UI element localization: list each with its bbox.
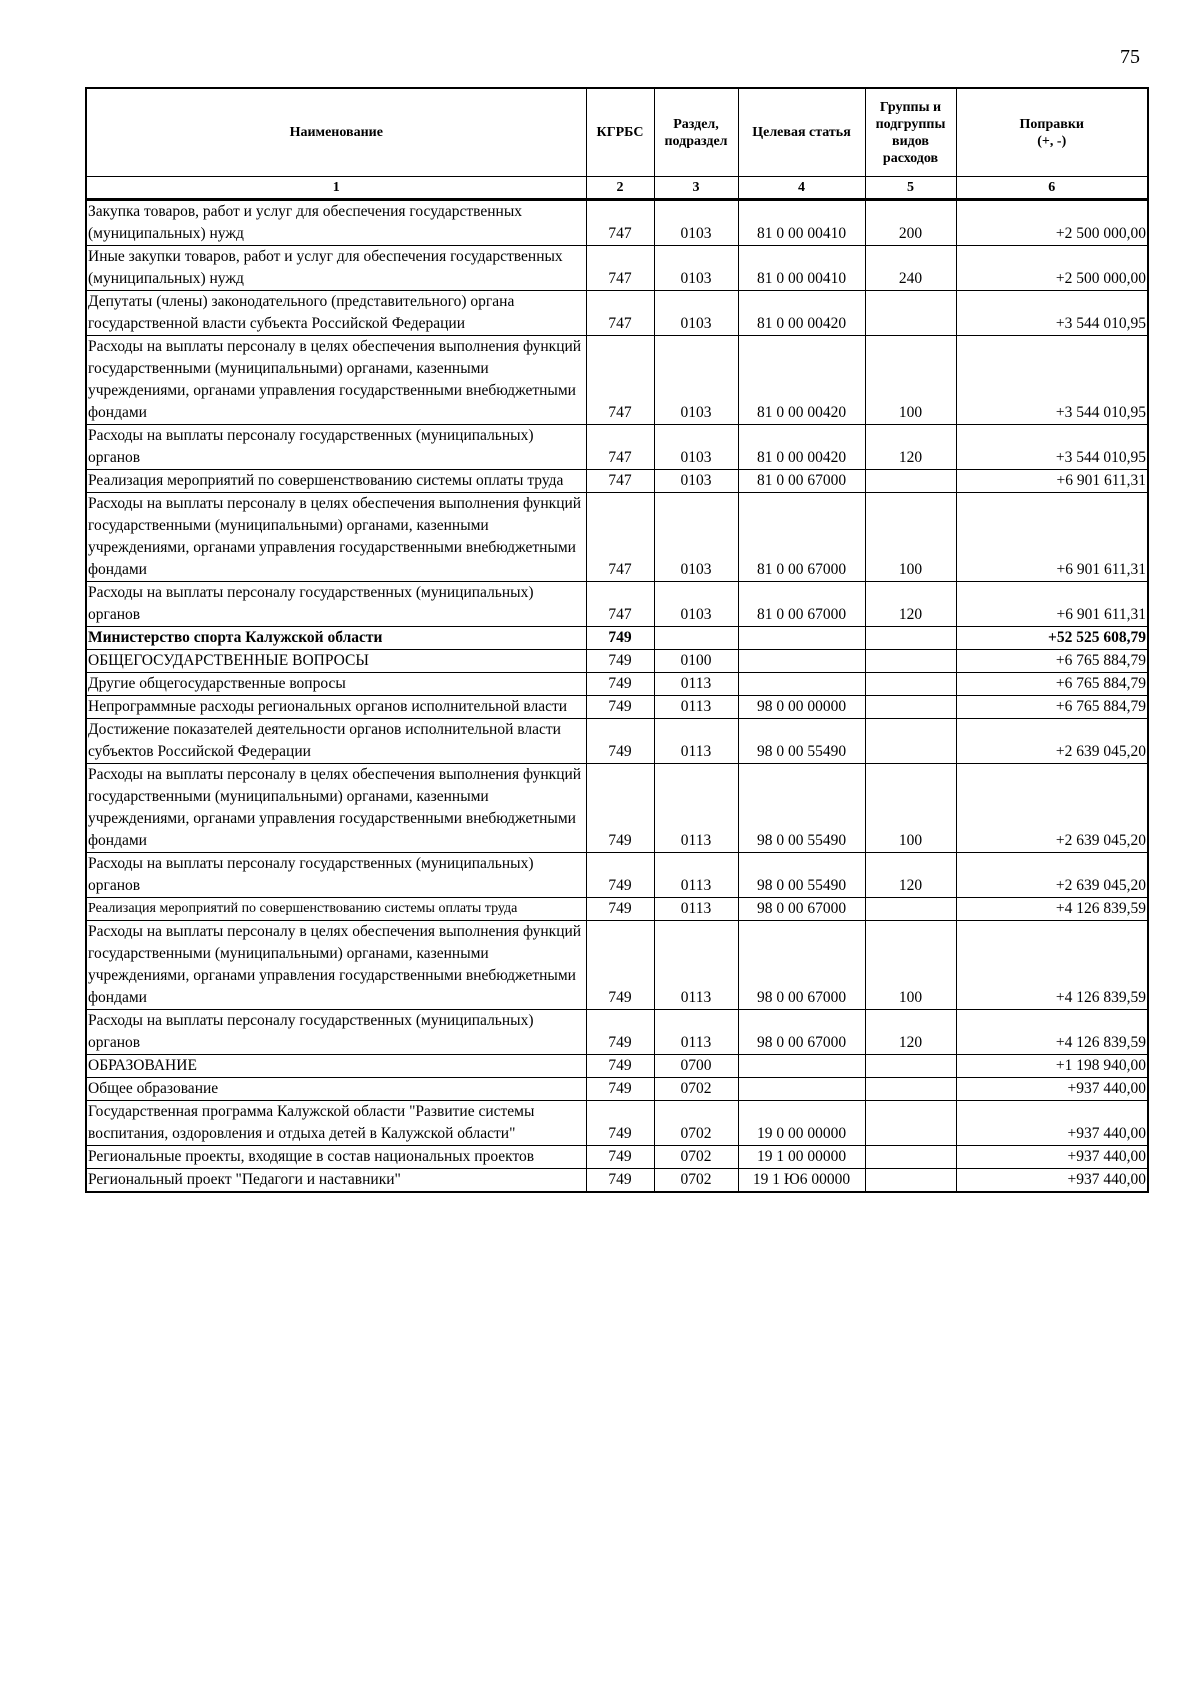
row-section: 0113 xyxy=(654,696,738,719)
header-target: Целевая статья xyxy=(738,88,865,177)
table-row xyxy=(86,1169,1148,1193)
row-kgrbs: 747 xyxy=(586,470,654,493)
row-target-article: 81 0 00 00420 xyxy=(738,336,865,425)
row-name: Другие общегосударственные вопросы xyxy=(86,673,586,696)
row-kgrbs: 749 xyxy=(586,764,654,853)
row-target-article xyxy=(738,627,865,650)
table-row xyxy=(86,853,1148,898)
row-amount: +4 126 839,59 xyxy=(956,1010,1148,1055)
row-kgrbs: 749 xyxy=(586,1169,654,1193)
table-row xyxy=(86,898,1148,921)
row-target-article: 81 0 00 67000 xyxy=(738,493,865,582)
header-groups xyxy=(865,88,956,177)
row-section: 0103 xyxy=(654,336,738,425)
row-section: 0702 xyxy=(654,1078,738,1101)
row-name: Министерство спорта Калужской области xyxy=(86,627,586,650)
page-number: 75 xyxy=(1120,46,1140,68)
row-expense-group: 100 xyxy=(865,764,956,853)
row-section: 0113 xyxy=(654,921,738,1010)
row-kgrbs: 749 xyxy=(586,1146,654,1169)
row-expense-group xyxy=(865,1169,956,1193)
row-expense-group: 120 xyxy=(865,425,956,470)
row-section: 0113 xyxy=(654,1010,738,1055)
header-groups-line-4: расходов xyxy=(882,150,939,166)
header-amendments xyxy=(956,88,1148,177)
column-number-row xyxy=(86,177,1148,200)
row-target-article: 81 0 00 00410 xyxy=(738,200,865,246)
row-amount: +3 544 010,95 xyxy=(956,291,1148,336)
row-expense-group xyxy=(865,627,956,650)
row-amount: +52 525 608,79 xyxy=(956,627,1148,650)
row-amount: +6 765 884,79 xyxy=(956,673,1148,696)
row-expense-group: 120 xyxy=(865,582,956,627)
row-section: 0103 xyxy=(654,582,738,627)
row-target-article: 98 0 00 55490 xyxy=(738,719,865,764)
row-expense-group xyxy=(865,1101,956,1146)
row-target-article: 98 0 00 55490 xyxy=(738,764,865,853)
row-expense-group: 200 xyxy=(865,200,956,246)
row-expense-group: 100 xyxy=(865,921,956,1010)
table-row xyxy=(86,336,1148,425)
row-target-article: 98 0 00 67000 xyxy=(738,1010,865,1055)
table-row xyxy=(86,673,1148,696)
row-amount: +6 901 611,31 xyxy=(956,470,1148,493)
table-row xyxy=(86,291,1148,336)
row-target-article: 19 1 Ю6 00000 xyxy=(738,1169,865,1193)
row-section: 0103 xyxy=(654,246,738,291)
row-expense-group xyxy=(865,696,956,719)
row-section: 0103 xyxy=(654,200,738,246)
row-section: 0113 xyxy=(654,719,738,764)
row-target-article: 81 0 00 67000 xyxy=(738,470,865,493)
row-name: ОБРАЗОВАНИЕ xyxy=(86,1055,586,1078)
row-amount: +4 126 839,59 xyxy=(956,898,1148,921)
row-section: 0113 xyxy=(654,764,738,853)
header-amendments-line-2: (+, -) xyxy=(1037,133,1067,149)
row-expense-group xyxy=(865,470,956,493)
table-row xyxy=(86,650,1148,673)
row-target-article: 81 0 00 67000 xyxy=(738,582,865,627)
row-expense-group: 240 xyxy=(865,246,956,291)
row-target-article: 81 0 00 00420 xyxy=(738,291,865,336)
row-target-article xyxy=(738,1055,865,1078)
row-target-article: 81 0 00 00420 xyxy=(738,425,865,470)
row-kgrbs: 749 xyxy=(586,1101,654,1146)
table-row xyxy=(86,1055,1148,1078)
row-target-article xyxy=(738,673,865,696)
row-section: 0103 xyxy=(654,291,738,336)
row-kgrbs: 749 xyxy=(586,650,654,673)
row-amount: +2 500 000,00 xyxy=(956,200,1148,246)
row-amount: +4 126 839,59 xyxy=(956,921,1148,1010)
row-section: 0702 xyxy=(654,1101,738,1146)
row-name: Расходы на выплаты персоналу в целях обеспечения выполнения функций государственными (муниципальными) органами, казенными учреждениями, органами управления государственными внебюджетными фондами xyxy=(86,336,586,425)
column-number: 2 xyxy=(586,177,654,200)
header-section-line-2: подраздел xyxy=(664,133,728,149)
row-kgrbs: 747 xyxy=(586,246,654,291)
table-row xyxy=(86,764,1148,853)
row-kgrbs: 749 xyxy=(586,1055,654,1078)
table-header-row xyxy=(86,88,1148,177)
row-target-article: 98 0 00 00000 xyxy=(738,696,865,719)
row-name: Расходы на выплаты персоналу государственных (муниципальных) органов xyxy=(86,582,586,627)
header-section-line-1: Раздел, xyxy=(673,116,719,132)
row-kgrbs: 747 xyxy=(586,582,654,627)
row-amount: +6 901 611,31 xyxy=(956,493,1148,582)
header-name: Наименование xyxy=(86,88,586,177)
row-amount: +2 639 045,20 xyxy=(956,853,1148,898)
row-section: 0103 xyxy=(654,470,738,493)
row-name: Депутаты (члены) законодательного (представительного) органа государственной власти субъекта Российской Федерации xyxy=(86,291,586,336)
row-name: Государственная программа Калужской области "Развитие системы воспитания, оздоровления и отдыха детей в Калужской области" xyxy=(86,1101,586,1146)
row-section: 0702 xyxy=(654,1169,738,1193)
row-expense-group xyxy=(865,673,956,696)
row-target-article: 98 0 00 55490 xyxy=(738,853,865,898)
row-kgrbs: 747 xyxy=(586,336,654,425)
column-number: 4 xyxy=(738,177,865,200)
table-row xyxy=(86,1078,1148,1101)
row-name: Реализация мероприятий по совершенствованию системы оплаты труда xyxy=(86,898,586,921)
table-row xyxy=(86,627,1148,650)
row-section: 0702 xyxy=(654,1146,738,1169)
row-amount: +937 440,00 xyxy=(956,1169,1148,1193)
row-section: 0103 xyxy=(654,493,738,582)
row-kgrbs: 749 xyxy=(586,1078,654,1101)
row-amount: +937 440,00 xyxy=(956,1146,1148,1169)
header-amendments-line-1: Поправки xyxy=(1019,116,1084,132)
table-row xyxy=(86,200,1148,246)
table-row xyxy=(86,493,1148,582)
row-kgrbs: 749 xyxy=(586,673,654,696)
row-name: Расходы на выплаты персоналу государственных (муниципальных) органов xyxy=(86,1010,586,1055)
row-amount: +2 639 045,20 xyxy=(956,719,1148,764)
row-kgrbs: 749 xyxy=(586,696,654,719)
row-amount: +3 544 010,95 xyxy=(956,425,1148,470)
column-number: 6 xyxy=(956,177,1148,200)
column-number: 3 xyxy=(654,177,738,200)
row-amount: +3 544 010,95 xyxy=(956,336,1148,425)
row-section: 0700 xyxy=(654,1055,738,1078)
header-kgrbs: КГРБС xyxy=(586,88,654,177)
row-name: Расходы на выплаты персоналу в целях обеспечения выполнения функций государственными (муниципальными) органами, казенными учреждениями, органами управления государственными внебюджетными фондами xyxy=(86,764,586,853)
table-row xyxy=(86,921,1148,1010)
row-kgrbs: 749 xyxy=(586,627,654,650)
table-row xyxy=(86,582,1148,627)
row-amount: +937 440,00 xyxy=(956,1101,1148,1146)
row-expense-group: 120 xyxy=(865,1010,956,1055)
row-name: Расходы на выплаты персоналу в целях обеспечения выполнения функций государственными (муниципальными) органами, казенными учреждениями, органами управления государственными внебюджетными фондами xyxy=(86,493,586,582)
table-body xyxy=(86,200,1148,1193)
row-kgrbs: 747 xyxy=(586,200,654,246)
row-section: 0103 xyxy=(654,425,738,470)
row-amount: +6 765 884,79 xyxy=(956,650,1148,673)
row-amount: +1 198 940,00 xyxy=(956,1055,1148,1078)
table-row xyxy=(86,425,1148,470)
row-kgrbs: 747 xyxy=(586,291,654,336)
row-target-article: 19 1 00 00000 xyxy=(738,1146,865,1169)
row-name: Иные закупки товаров, работ и услуг для обеспечения государственных (муниципальных) нужд xyxy=(86,246,586,291)
row-name: Закупка товаров, работ и услуг для обеспечения государственных (муниципальных) нужд xyxy=(86,200,586,246)
table-row xyxy=(86,246,1148,291)
row-target-article: 19 0 00 00000 xyxy=(738,1101,865,1146)
row-section xyxy=(654,627,738,650)
row-expense-group xyxy=(865,1078,956,1101)
row-target-article xyxy=(738,1078,865,1101)
row-expense-group: 100 xyxy=(865,493,956,582)
row-expense-group: 100 xyxy=(865,336,956,425)
header-groups-line-3: видов xyxy=(892,133,929,149)
row-target-article: 98 0 00 67000 xyxy=(738,898,865,921)
table-row xyxy=(86,1146,1148,1169)
row-name: Непрограммные расходы региональных органов исполнительной власти xyxy=(86,696,586,719)
table-row xyxy=(86,1010,1148,1055)
row-amount: +6 901 611,31 xyxy=(956,582,1148,627)
row-amount: +2 500 000,00 xyxy=(956,246,1148,291)
row-section: 0113 xyxy=(654,673,738,696)
row-section: 0113 xyxy=(654,853,738,898)
row-section: 0113 xyxy=(654,898,738,921)
header-section xyxy=(654,88,738,177)
row-amount: +6 765 884,79 xyxy=(956,696,1148,719)
row-name: Региональные проекты, входящие в состав национальных проектов xyxy=(86,1146,586,1169)
row-kgrbs: 749 xyxy=(586,719,654,764)
row-amount: +937 440,00 xyxy=(956,1078,1148,1101)
row-kgrbs: 749 xyxy=(586,921,654,1010)
row-target-article xyxy=(738,650,865,673)
row-kgrbs: 747 xyxy=(586,425,654,470)
row-expense-group: 120 xyxy=(865,853,956,898)
row-expense-group xyxy=(865,719,956,764)
row-section: 0100 xyxy=(654,650,738,673)
row-expense-group xyxy=(865,1146,956,1169)
column-number: 1 xyxy=(86,177,586,200)
column-number: 5 xyxy=(865,177,956,200)
row-name: Реализация мероприятий по совершенствованию системы оплаты труда xyxy=(86,470,586,493)
row-target-article: 81 0 00 00410 xyxy=(738,246,865,291)
row-expense-group xyxy=(865,1055,956,1078)
row-name: Региональный проект "Педагоги и наставники" xyxy=(86,1169,586,1193)
row-kgrbs: 749 xyxy=(586,898,654,921)
row-kgrbs: 749 xyxy=(586,853,654,898)
table-row xyxy=(86,719,1148,764)
row-target-article: 98 0 00 67000 xyxy=(738,921,865,1010)
row-expense-group xyxy=(865,650,956,673)
row-name: Расходы на выплаты персоналу государственных (муниципальных) органов xyxy=(86,853,586,898)
row-kgrbs: 747 xyxy=(586,493,654,582)
table-row xyxy=(86,1101,1148,1146)
header-groups-line-2: подгруппы xyxy=(875,116,946,132)
row-name: Достижение показателей деятельности органов исполнительной власти субъектов Российской Федерации xyxy=(86,719,586,764)
row-name: Общее образование xyxy=(86,1078,586,1101)
row-name: Расходы на выплаты персоналу в целях обеспечения выполнения функций государственными (муниципальными) органами, казенными учреждениями, органами управления государственными внебюджетными фондами xyxy=(86,921,586,1010)
table-row xyxy=(86,696,1148,719)
header-groups-line-1: Группы и xyxy=(879,99,942,115)
row-name: ОБЩЕГОСУДАРСТВЕННЫЕ ВОПРОСЫ xyxy=(86,650,586,673)
table-row xyxy=(86,470,1148,493)
row-name: Расходы на выплаты персоналу государственных (муниципальных) органов xyxy=(86,425,586,470)
row-expense-group xyxy=(865,898,956,921)
row-expense-group xyxy=(865,291,956,336)
row-amount: +2 639 045,20 xyxy=(956,764,1148,853)
row-kgrbs: 749 xyxy=(586,1010,654,1055)
budget-amendments-table xyxy=(85,87,1149,1193)
